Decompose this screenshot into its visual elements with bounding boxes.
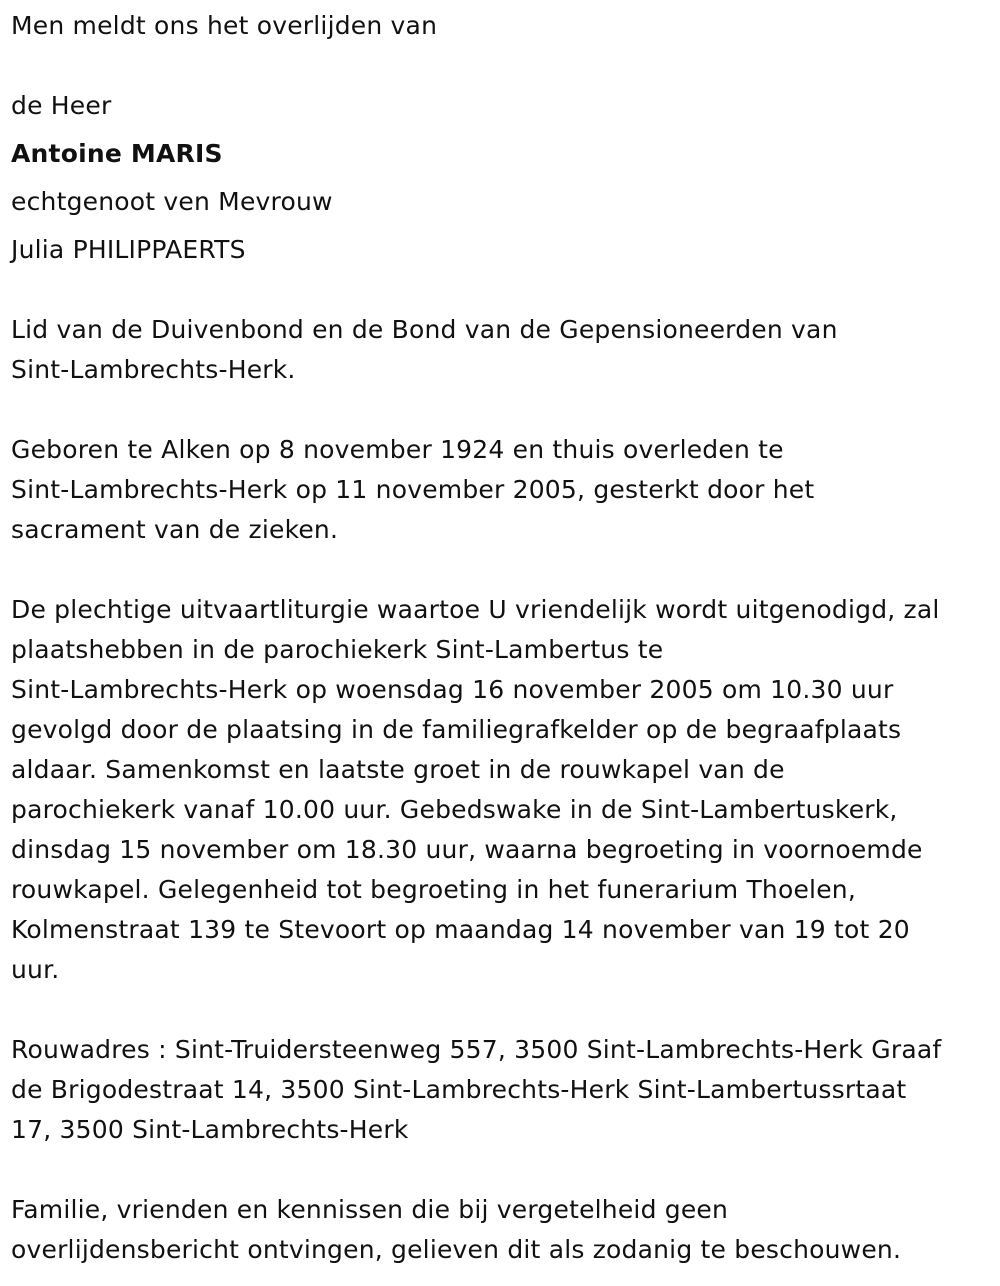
spouse-name: Julia PHILIPPAERTS	[11, 235, 246, 264]
funeral-line: uur.	[11, 955, 60, 984]
address-line: Rouwadres : Sint-Truidersteenweg 557, 3500 Sint-Lambrechts-Herk Graaf	[11, 1035, 942, 1064]
closing-line: Familie, vrienden en kennissen die bij vergetelheid geen	[11, 1195, 729, 1224]
closing-line: overlijdensbericht ontvingen, gelieven dit als zodanig te beschouwen.	[11, 1235, 902, 1264]
funeral-line: parochiekerk vanaf 10.00 uur. Gebedswake in de Sint-Lambertuskerk,	[11, 795, 898, 824]
address-line: de Brigodestraat 14, 3500 Sint-Lambrechts-Herk Sint-Lambertussrtaat	[11, 1075, 907, 1104]
funeral-line: Sint-Lambrechts-Herk op woensdag 16 november 2005 om 10.30 uur	[11, 675, 894, 704]
funeral-line: aldaar. Samenkomst en laatste groet in de rouwkapel van de	[11, 755, 785, 784]
funeral-line: dinsdag 15 november om 18.30 uur, waarna begroeting in voornoemde	[11, 835, 923, 864]
honorific: de Heer	[11, 91, 112, 120]
deceased-name: Antoine MARIS	[11, 139, 223, 168]
birth-death-line: sacrament van de zieken.	[11, 515, 339, 544]
spouse-label: echtgenoot ven Mevrouw	[11, 187, 333, 216]
funeral-line: rouwkapel. Gelegenheid tot begroeting in het funerarium Thoelen,	[11, 875, 856, 904]
funeral-line: gevolgd door de plaatsing in de familiegrafkelder op de begraafplaats	[11, 715, 902, 744]
funeral-line: plaatshebben in de parochiekerk Sint-Lambertus te	[11, 635, 664, 664]
birth-death-line: Sint-Lambrechts-Herk op 11 november 2005, gesterkt door het	[11, 475, 815, 504]
funeral-line: De plechtige uitvaartliturgie waartoe U vriendelijk wordt uitgenodigd, zal	[11, 595, 940, 624]
membership-line: Sint-Lambrechts-Herk.	[11, 355, 296, 384]
intro-text: Men meldt ons het overlijden van	[11, 11, 438, 40]
birth-death-line: Geboren te Alken op 8 november 1924 en thuis overleden te	[11, 435, 784, 464]
membership-line: Lid van de Duivenbond en de Bond van de Gepensioneerden van	[11, 315, 838, 344]
address-line: 17, 3500 Sint-Lambrechts-Herk	[11, 1115, 409, 1144]
funeral-line: Kolmenstraat 139 te Stevoort op maandag 14 november van 19 tot 20	[11, 915, 910, 944]
